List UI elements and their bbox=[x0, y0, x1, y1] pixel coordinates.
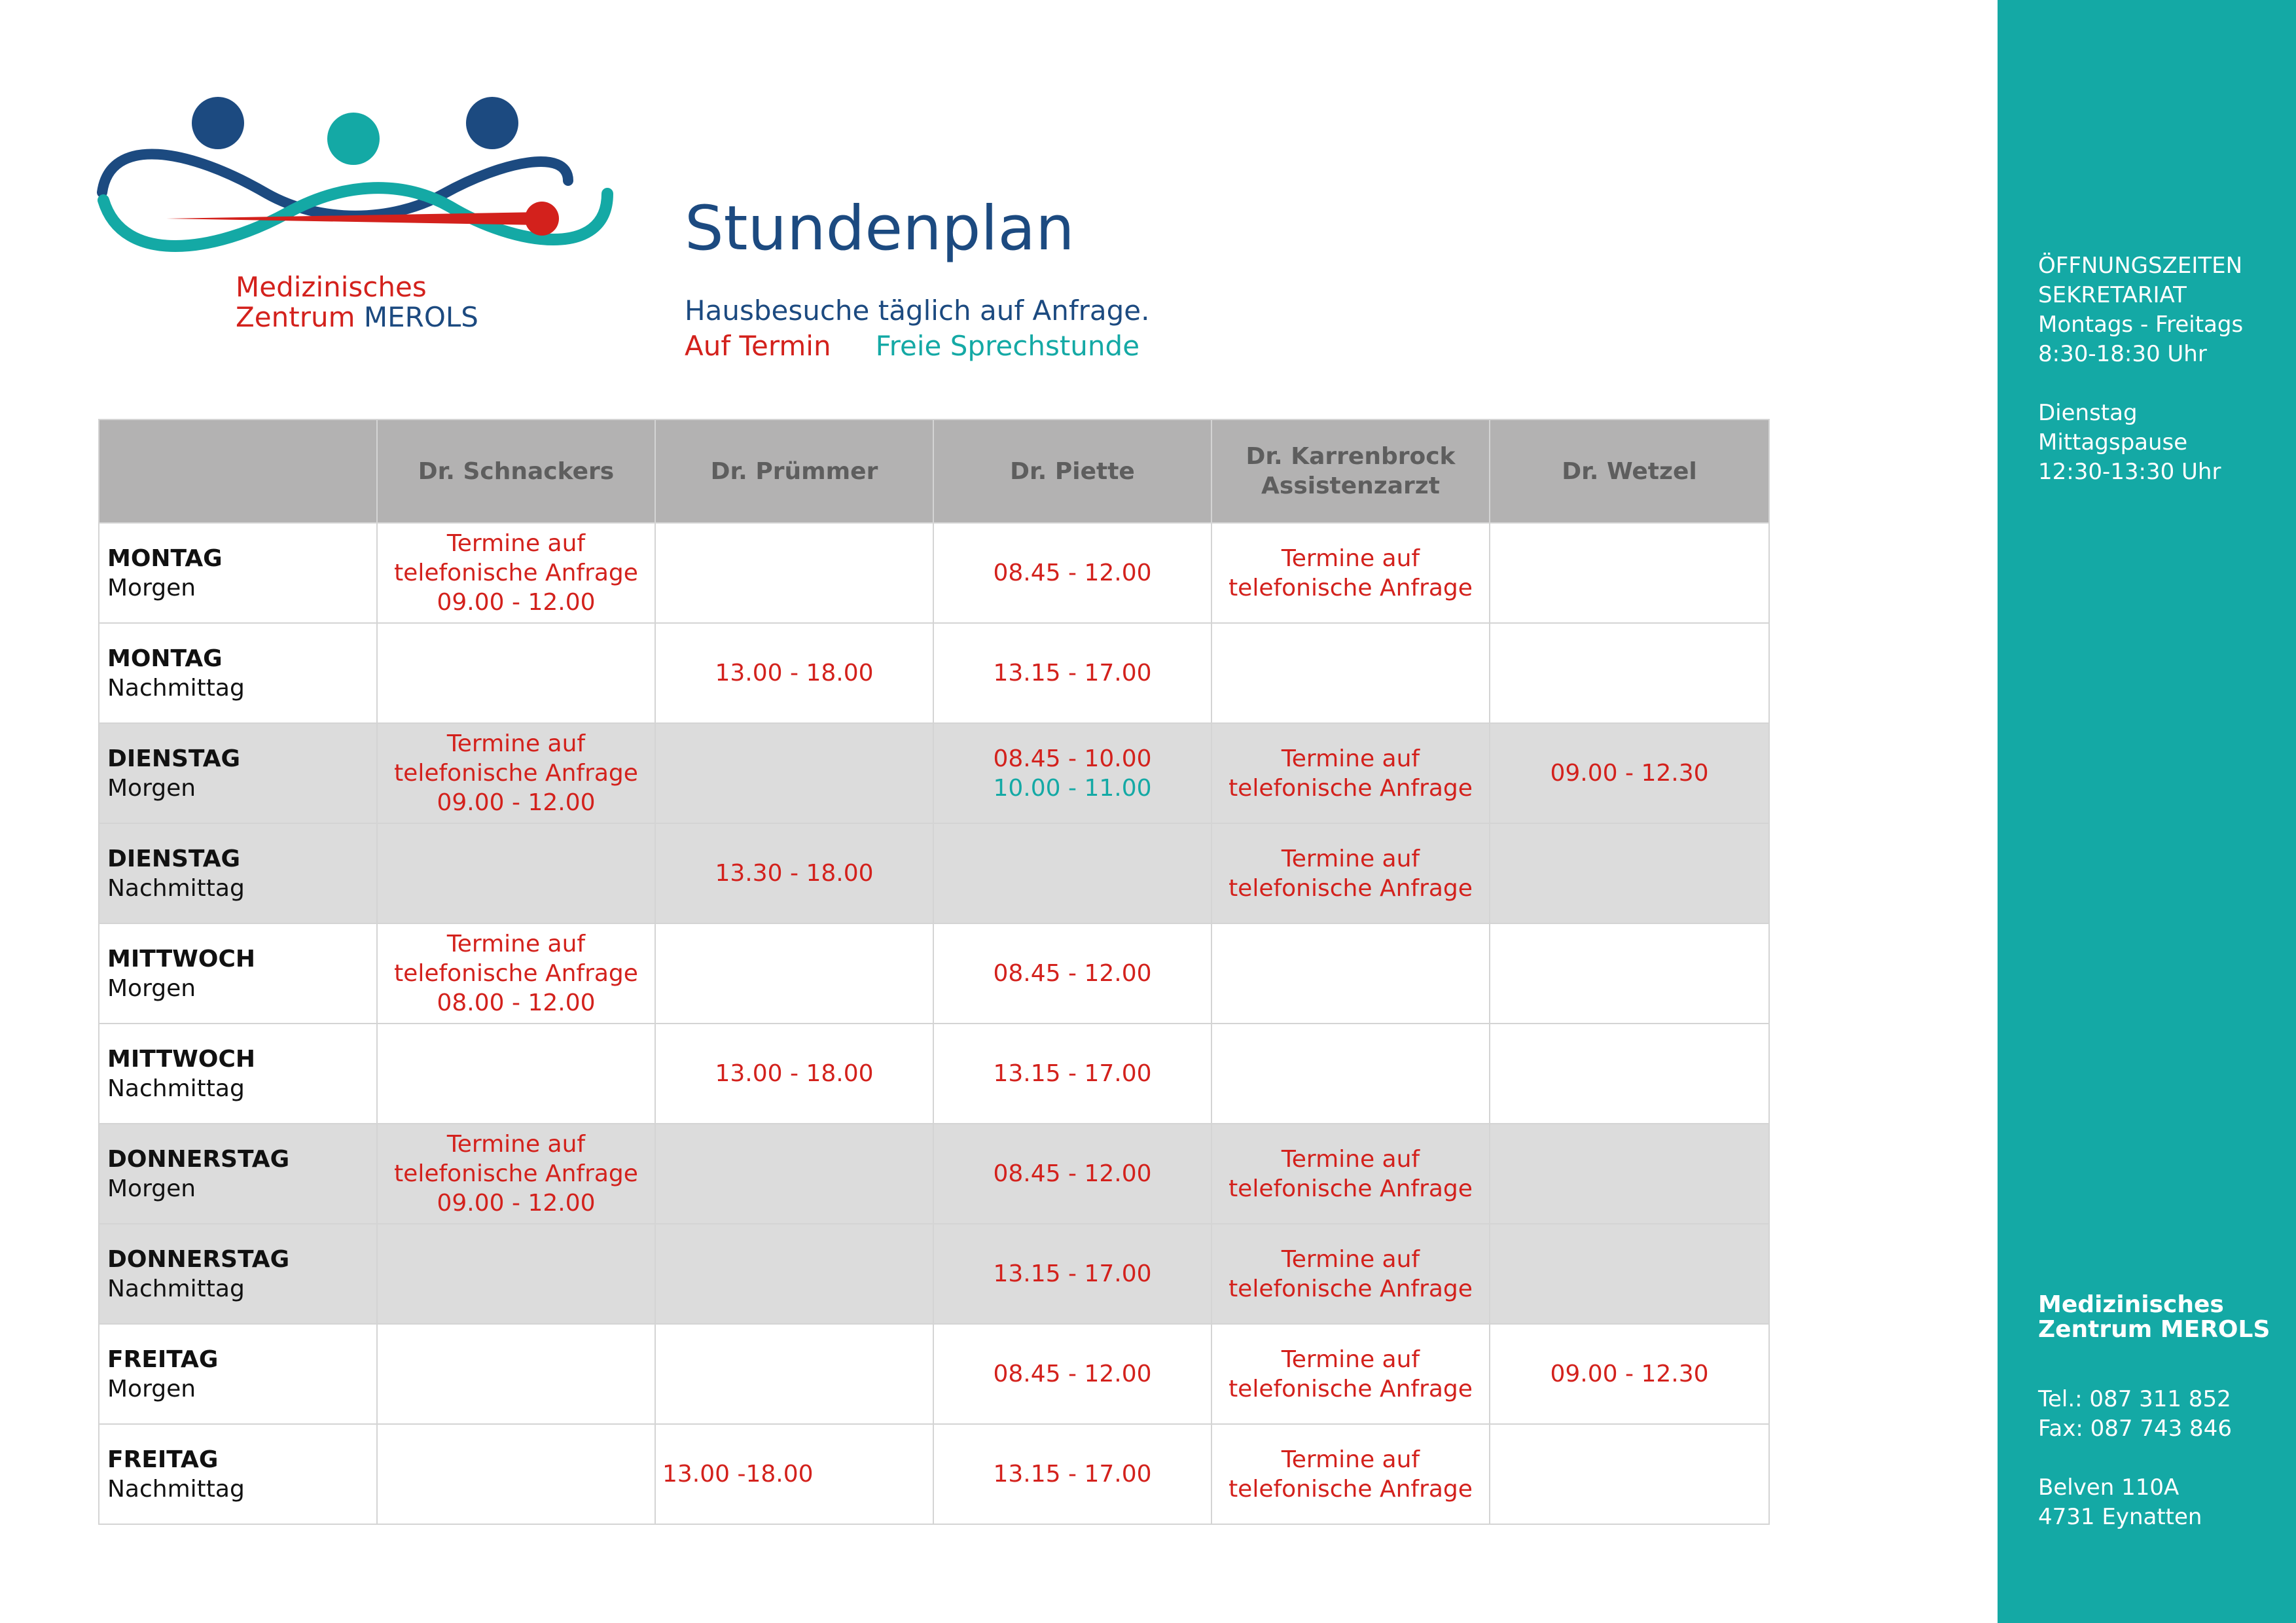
legend-frei: Freie Sprechstunde bbox=[875, 330, 1140, 362]
logo-figure-left bbox=[192, 97, 244, 149]
schedule-cell: Termine auf telefonische Anfrage bbox=[1211, 823, 1490, 923]
schedule-cell: 09.00 - 12.30 bbox=[1490, 1324, 1769, 1424]
schedule-cell bbox=[1490, 923, 1769, 1024]
schedule-cell bbox=[1490, 1424, 1769, 1524]
logo-figure-right bbox=[466, 97, 518, 149]
schedule-cell: Termine auf telefonische Anfrage 09.00 - 12.00 bbox=[377, 1124, 655, 1224]
schedule-cell: Termine auf telefonische Anfrage 08.00 - 12.00 bbox=[377, 923, 655, 1024]
schedule-cell: Termine auf telefonische Anfrage bbox=[1211, 1424, 1490, 1524]
schedule-cell: 13.00 - 18.00 bbox=[655, 1024, 933, 1124]
schedule-cell bbox=[377, 1224, 655, 1324]
schedule-cell bbox=[377, 1324, 655, 1424]
table-row bbox=[99, 1024, 1769, 1124]
schedule-cell: 08.45 - 12.00 bbox=[933, 1124, 1211, 1224]
logo-line-2 bbox=[236, 302, 478, 332]
subtitle: Hausbesuche täglich auf Anfrage. bbox=[685, 294, 1150, 327]
legend bbox=[685, 329, 1139, 364]
day-cell bbox=[99, 623, 377, 723]
table-row bbox=[99, 1324, 1769, 1424]
day-name: DIENSTAG bbox=[107, 845, 241, 872]
day-name: FREITAG bbox=[107, 1346, 219, 1373]
day-name: DIENSTAG bbox=[107, 745, 241, 772]
schedule-cell bbox=[655, 1124, 933, 1224]
day-part: Nachmittag bbox=[107, 1275, 245, 1302]
schedule-cell bbox=[1211, 923, 1490, 1024]
opening-hours: ÖFFNUNGSZEITEN SEKRETARIAT Montags - Freitags 8:30-18:30 Uhr Dienstag Mittagspause 12:30-13:30 Uhr bbox=[2038, 253, 2244, 485]
day-part: Morgen bbox=[107, 974, 196, 1002]
day-name: DONNERSTAG bbox=[107, 1145, 290, 1173]
table-row bbox=[99, 823, 1769, 923]
schedule-cell: Termine auf telefonische Anfrage 09.00 - 12.00 bbox=[377, 523, 655, 623]
schedule-cell bbox=[377, 1424, 655, 1524]
schedule-cell bbox=[933, 823, 1211, 923]
schedule-cell: Termine auf telefonische Anfrage bbox=[1211, 523, 1490, 623]
schedule-cell bbox=[655, 723, 933, 823]
logo-figure-center bbox=[327, 113, 380, 165]
header-doctor: Dr. Karrenbrock Assistenzarzt bbox=[1211, 419, 1490, 523]
schedule-cell bbox=[1211, 1024, 1490, 1124]
logo-wordmark bbox=[236, 272, 478, 332]
header-doctor: Dr. Piette bbox=[933, 419, 1211, 523]
day-part: Nachmittag bbox=[107, 1075, 245, 1102]
day-name: FREITAG bbox=[107, 1446, 219, 1473]
schedule-cell bbox=[377, 823, 655, 923]
day-cell bbox=[99, 723, 377, 823]
day-cell bbox=[99, 823, 377, 923]
logo-needle-head bbox=[525, 202, 559, 236]
logo-line-2b: MEROLS bbox=[363, 301, 478, 333]
day-cell bbox=[99, 523, 377, 623]
table-row bbox=[99, 923, 1769, 1024]
day-cell bbox=[99, 1024, 377, 1124]
schedule-cell bbox=[1211, 623, 1490, 723]
day-part: Morgen bbox=[107, 1175, 196, 1202]
table-header-row bbox=[99, 419, 1769, 523]
table-row bbox=[99, 523, 1769, 623]
schedule-cell bbox=[377, 623, 655, 723]
table-row bbox=[99, 723, 1769, 823]
schedule-cell bbox=[933, 723, 1211, 823]
day-part: Morgen bbox=[107, 1375, 196, 1402]
schedule-cell: 08.45 - 12.00 bbox=[933, 923, 1211, 1024]
day-cell bbox=[99, 923, 377, 1024]
frei-time: 10.00 - 11.00 bbox=[993, 774, 1152, 802]
schedule-cell: 13.15 - 17.00 bbox=[933, 1424, 1211, 1524]
header-doctor: Dr. Prümmer bbox=[655, 419, 933, 523]
day-cell bbox=[99, 1124, 377, 1224]
legend-termin: Auf Termin bbox=[685, 330, 831, 362]
day-name: MITTWOCH bbox=[107, 1045, 256, 1073]
contact-info: Tel.: 087 311 852 Fax: 087 743 846 Belven 110A 4731 Eynatten bbox=[2038, 1386, 2232, 1530]
termin-time: 08.45 - 10.00 bbox=[993, 745, 1152, 772]
schedule-cell bbox=[655, 1324, 933, 1424]
schedule-cell bbox=[1490, 1124, 1769, 1224]
day-name: MONTAG bbox=[107, 544, 223, 572]
table-row bbox=[99, 1124, 1769, 1224]
day-cell bbox=[99, 1224, 377, 1324]
schedule-cell: 13.15 - 17.00 bbox=[933, 1024, 1211, 1124]
schedule-cell: 08.45 - 12.00 bbox=[933, 1324, 1211, 1424]
schedule-cell: Termine auf telefonische Anfrage bbox=[1211, 1124, 1490, 1224]
schedule-cell: Termine auf telefonische Anfrage bbox=[1211, 1224, 1490, 1324]
logo-line-2a: Zentrum bbox=[236, 301, 355, 333]
schedule-cell bbox=[1490, 823, 1769, 923]
schedule-cell: 13.00 - 18.00 bbox=[655, 623, 933, 723]
schedule-cell bbox=[655, 523, 933, 623]
schedule-cell bbox=[1490, 623, 1769, 723]
day-part: Nachmittag bbox=[107, 1475, 245, 1503]
day-name: MITTWOCH bbox=[107, 945, 256, 972]
schedule-cell bbox=[655, 923, 933, 1024]
day-part: Nachmittag bbox=[107, 874, 245, 902]
schedule-cell: 09.00 - 12.30 bbox=[1490, 723, 1769, 823]
page-title: Stundenplan bbox=[685, 193, 1075, 264]
sidebar bbox=[1998, 0, 2296, 1623]
schedule-cell: Termine auf telefonische Anfrage bbox=[1211, 1324, 1490, 1424]
schedule-cell: 13.15 - 17.00 bbox=[933, 1224, 1211, 1324]
schedule-cell: 08.45 - 12.00 bbox=[933, 523, 1211, 623]
day-cell bbox=[99, 1424, 377, 1524]
schedule-cell: 13.00 -18.00 bbox=[655, 1424, 933, 1524]
schedule-cell bbox=[377, 1024, 655, 1124]
schedule-cell: 13.30 - 18.00 bbox=[655, 823, 933, 923]
header-empty bbox=[99, 419, 377, 523]
logo-infinity-navy bbox=[102, 154, 568, 215]
day-part: Morgen bbox=[107, 574, 196, 601]
header-doctor: Dr. Schnackers bbox=[377, 419, 655, 523]
schedule-cell bbox=[655, 1224, 933, 1324]
schedule-cell bbox=[1490, 1024, 1769, 1124]
day-name: MONTAG bbox=[107, 645, 223, 672]
schedule-cell: Termine auf telefonische Anfrage 09.00 - 12.00 bbox=[377, 723, 655, 823]
schedule-cell: 13.15 - 17.00 bbox=[933, 623, 1211, 723]
day-part: Nachmittag bbox=[107, 674, 245, 702]
day-cell bbox=[99, 1324, 377, 1424]
table-row bbox=[99, 1224, 1769, 1324]
header-doctor: Dr. Wetzel bbox=[1490, 419, 1769, 523]
schedule-table bbox=[98, 419, 1770, 1525]
table-row bbox=[99, 1424, 1769, 1524]
sidebar-brand bbox=[2038, 1293, 2270, 1342]
logo-graphic bbox=[97, 96, 614, 279]
day-part: Morgen bbox=[107, 774, 196, 802]
schedule-cell bbox=[1490, 1224, 1769, 1324]
logo-line-1: Medizinisches bbox=[236, 271, 427, 303]
schedule-cell: Termine auf telefonische Anfrage bbox=[1211, 723, 1490, 823]
day-name: DONNERSTAG bbox=[107, 1245, 290, 1273]
schedule-cell bbox=[1490, 523, 1769, 623]
table-row bbox=[99, 623, 1769, 723]
sidebar-brand-line-1: Medizinisches bbox=[2038, 1291, 2224, 1318]
sidebar-brand-line-2: Zentrum MEROLS bbox=[2038, 1316, 2270, 1343]
